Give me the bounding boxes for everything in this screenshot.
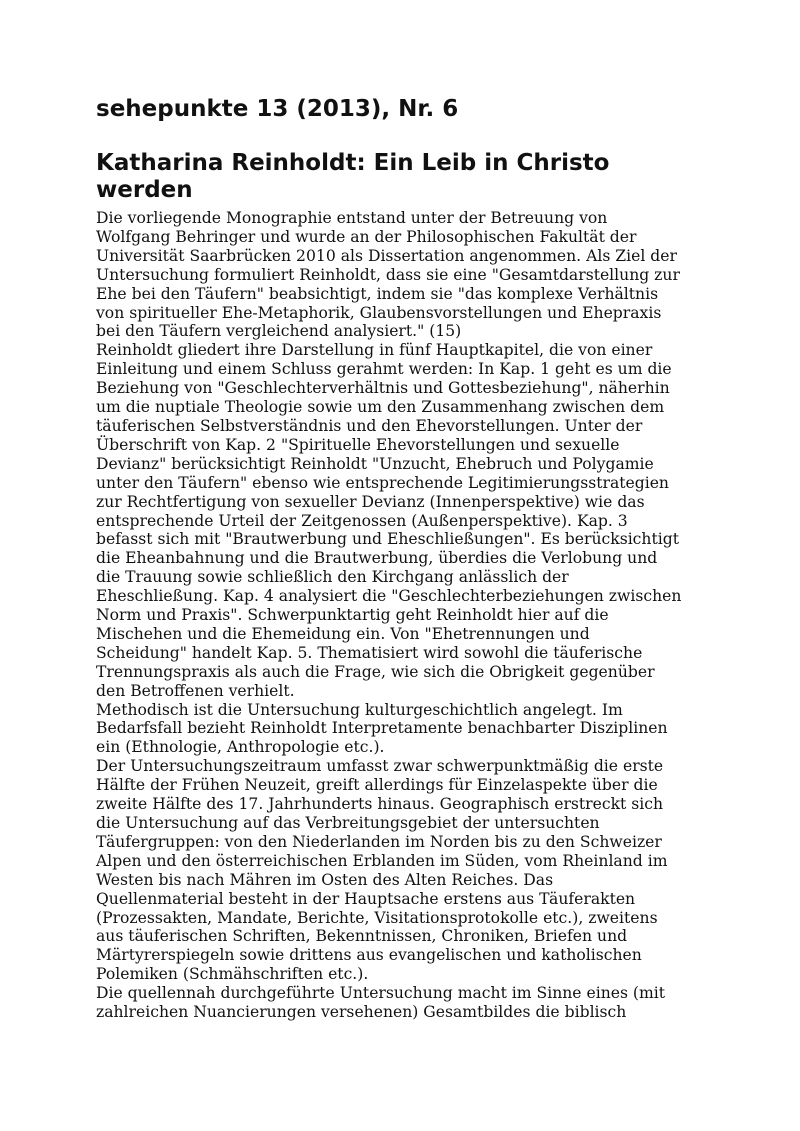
paragraph-line: entsprechende Urteil der Zeitgenossen (Außenperspektive). Kap. 3 <box>96 511 628 530</box>
paragraph-line: (Prozessakten, Mandate, Berichte, Visitationsprotokolle etc.), zweitens <box>96 908 658 927</box>
paragraph-line: Westen bis nach Mähren im Osten des Alten Reiches. Das <box>96 870 554 889</box>
paragraph-line: Hälfte der Frühen Neuzeit, greift allerdings für Einzelaspekte über die <box>96 776 658 795</box>
body-paragraph <box>96 757 716 984</box>
paragraph-line: Eheschließung. Kap. 4 analysiert die "Geschlechterbeziehungen zwischen <box>96 587 682 606</box>
paragraph-line: zur Rechtfertigung von sexueller Devianz (Innenperspektive) wie das <box>96 492 645 511</box>
paragraph-line: Alpen und den österreichischen Erblanden im Süden, vom Rheinland im <box>96 851 668 870</box>
paragraph-line: zahlreichen Nuancierungen versehenen) Gesamtbildes die biblisch <box>96 1003 627 1022</box>
paragraph-line: Mischehen und die Ehemeidung ein. Von "Ehetrennungen und <box>96 624 590 643</box>
review-body <box>96 209 716 1022</box>
paragraph-line: die Eheanbahnung und die Brautwerbung, überdies die Verlobung und <box>96 549 658 568</box>
paragraph-line: Die quellennah durchgeführte Untersuchung macht im Sinne eines (mit <box>96 984 666 1003</box>
paragraph-line: Einleitung und einem Schluss gerahmt werden: In Kap. 1 geht es um die <box>96 360 672 379</box>
paragraph-line: Der Untersuchungszeitraum umfasst zwar schwerpunktmäßig die erste <box>96 757 664 776</box>
body-paragraph <box>96 341 716 700</box>
paragraph-line: Devianz" berücksichtigt Reinholdt "Unzucht, Ehebruch und Polygamie <box>96 454 654 473</box>
title-line: Katharina Reinholdt: Ein Leib in Christo <box>96 150 610 176</box>
paragraph-line: Scheidung" handelt Kap. 5. Thematisiert wird sowohl die täuferische <box>96 643 643 662</box>
paragraph-line: Universität Saarbrücken 2010 als Dissertation angenommen. Als Ziel der <box>96 246 677 265</box>
paragraph-line: bei den Täufern vergleichend analysiert." (15) <box>96 322 462 341</box>
paragraph-line: Polemiken (Schmähschriften etc.). <box>96 965 369 984</box>
paragraph-line: täuferischen Selbstverständnis und den Ehevorstellungen. Unter der <box>96 416 643 435</box>
paragraph-line: Ehe bei den Täufern" beabsichtigt, indem sie "das komplexe Verhältnis <box>96 284 659 303</box>
title-line: werden <box>96 177 193 203</box>
review-title <box>96 150 656 204</box>
paragraph-line: Norm und Praxis". Schwerpunktartig geht Reinholdt hier auf die <box>96 606 609 625</box>
paragraph-line: Beziehung von "Geschlechterverhältnis und Gottesbeziehung", näherhin <box>96 379 670 398</box>
paragraph-line: Reinholdt gliedert ihre Darstellung in fünf Hauptkapitel, die von einer <box>96 341 653 360</box>
paragraph-line: den Betroffenen verhielt. <box>96 681 295 700</box>
paragraph-line: Methodisch ist die Untersuchung kulturgeschichtlich angelegt. Im <box>96 700 623 719</box>
paragraph-line: Täufergruppen: von den Niederlanden im Norden bis zu den Schweizer <box>96 832 662 851</box>
paragraph-line: Wolfgang Behringer und wurde an der Philosophischen Fakultät der <box>96 227 637 246</box>
paragraph-line: Märtyrerspiegeln sowie drittens aus evangelischen und katholischen <box>96 946 642 965</box>
paragraph-line: Quellenmaterial besteht in der Hauptsache erstens aus Täuferakten <box>96 889 636 908</box>
paragraph-line: befasst sich mit "Brautwerbung und Eheschließungen". Es berücksichtigt <box>96 530 679 549</box>
paragraph-line: um die nuptiale Theologie sowie um den Zusammenhang zwischen dem <box>96 398 665 417</box>
paragraph-line: Bedarfsfall bezieht Reinholdt Interpretamente benachbarter Disziplinen <box>96 719 668 738</box>
paragraph-line: aus täuferischen Schriften, Bekenntnissen, Chroniken, Briefen und <box>96 927 628 946</box>
journal-issue-heading: sehepunkte 13 (2013), Nr. 6 <box>96 96 459 122</box>
paragraph-line: Untersuchung formuliert Reinholdt, dass sie eine "Gesamtdarstellung zur <box>96 265 680 284</box>
paragraph-line: Überschrift von Kap. 2 "Spirituelle Ehevorstellungen und sexuelle <box>96 435 620 454</box>
paragraph-line: Die vorliegende Monographie entstand unter der Betreuung von <box>96 209 608 227</box>
body-paragraph <box>96 984 716 1022</box>
paragraph-line: die Trauung sowie schließlich den Kirchgang anlässlich der <box>96 568 569 587</box>
body-paragraph <box>96 209 716 341</box>
body-paragraph <box>96 701 716 758</box>
paragraph-line: ein (Ethnologie, Anthropologie etc.). <box>96 738 385 757</box>
paragraph-line: unter den Täufern" ebenso wie entsprechende Legitimierungsstrategien <box>96 473 669 492</box>
paragraph-line: die Untersuchung auf das Verbreitungsgebiet der untersuchten <box>96 814 600 832</box>
paragraph-line: Trennungspraxis als auch die Frage, wie sich die Obrigkeit gegenüber <box>96 662 655 681</box>
paragraph-line: zweite Hälfte des 17. Jahrhunderts hinaus. Geographisch erstreckt sich <box>96 795 664 814</box>
paragraph-line: von spiritueller Ehe-Metaphorik, Glaubensvorstellungen und Ehepraxis <box>96 303 662 322</box>
